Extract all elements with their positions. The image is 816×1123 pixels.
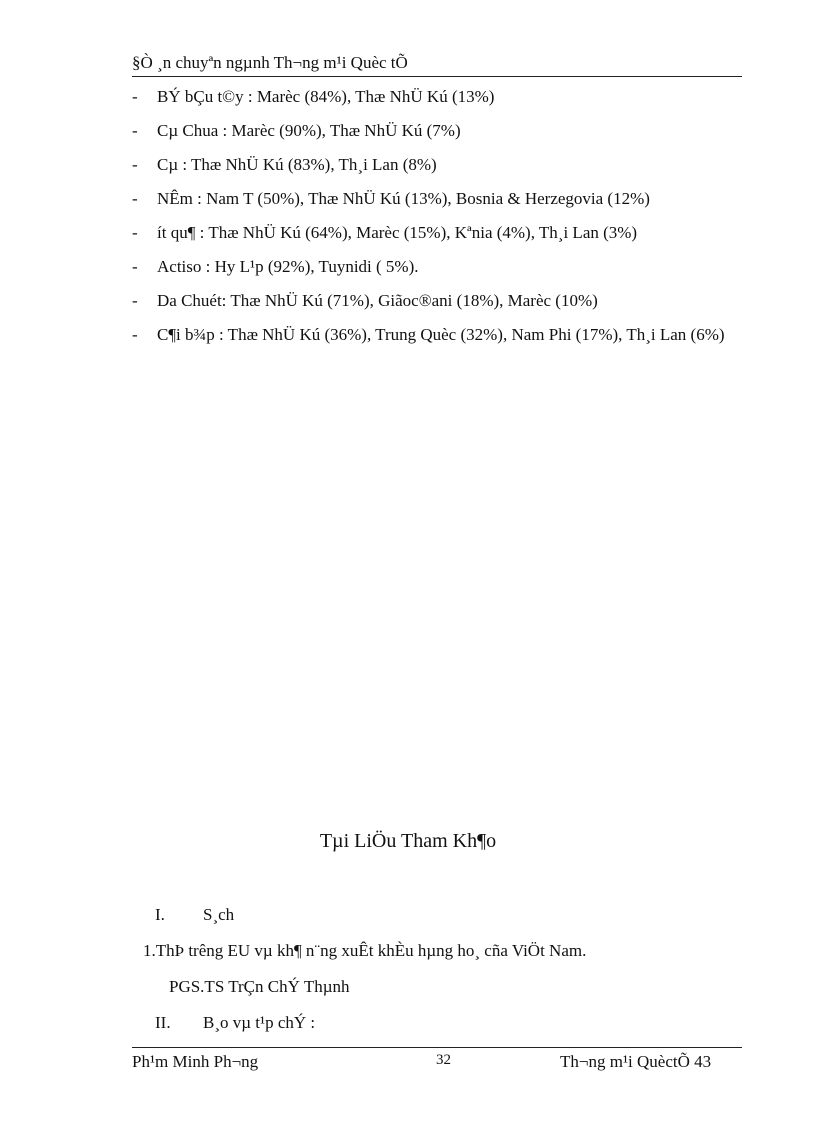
bullet-text: Actiso : Hy L¹p (92%), Tuynidi ( 5%). [157, 257, 419, 276]
bullet-dash: - [132, 223, 138, 242]
bullet-text: ít qu¶ : Thæ NhÜ Kú (64%), Marèc (15%), Kªnia (4%), Th¸i Lan (3%) [157, 223, 638, 242]
bullet-dash: - [132, 325, 138, 344]
bullet-text: NÊm : Nam T (50%), Thæ NhÜ Kú (13%), Bosnia & Herzegovia (12%) [157, 189, 650, 208]
reference-entry: 1.ThÞ trêng EU vµ kh¶ n¨ng xuÊt khÈu hµng ho¸ cña ViÖt Nam. [143, 941, 587, 960]
bullet-item [132, 80, 752, 114]
bullet-text: Cµ Chua : Marèc (90%), Thæ NhÜ Kú (7%) [157, 121, 461, 140]
section-heading-journals [155, 1012, 315, 1034]
bullet-item [132, 182, 752, 216]
bullet-item [132, 114, 752, 148]
footer-divider [132, 1047, 742, 1048]
bullet-item [132, 216, 752, 250]
footer-class: Th¬ng m¹i QuèctÕ 43 [560, 1052, 712, 1071]
bullet-text: Cµ : Thæ NhÜ Kú (83%), Th¸i Lan (8%) [157, 155, 437, 174]
bullet-dash: - [132, 257, 138, 276]
page-number: 32 [436, 1052, 451, 1068]
bullet-dash: - [132, 155, 138, 174]
section-numeral: II. [155, 1013, 171, 1032]
bullet-item [132, 284, 752, 318]
reference-author: PGS.TS TrÇn ChÝ Thµnh [169, 977, 350, 996]
page-header: §Ò ¸n chuyªn ngµnh Th¬ng m¹i Quèc tÕ [132, 52, 742, 77]
section-heading-books [155, 904, 234, 926]
bullet-list [132, 80, 752, 352]
bullet-item [132, 318, 752, 352]
bullet-dash: - [132, 87, 138, 106]
bullet-item [132, 250, 752, 284]
bullet-text: C¶i b¾p : Thæ NhÜ Kú (36%), Trung Quèc (32%), Nam Phi (17%), Th¸i Lan (6%) [157, 325, 725, 344]
bullet-dash: - [132, 121, 138, 140]
section-label: B¸o vµ t¹p chÝ : [203, 1013, 316, 1032]
bullet-text: BÝ bÇu t©y : Marèc (84%), Thæ NhÜ Kú (13%) [157, 87, 495, 106]
bullet-dash: - [132, 189, 138, 208]
bullet-item [132, 148, 752, 182]
footer-author: Ph¹m Minh Ph¬ng [132, 1052, 259, 1071]
bullet-dash: - [132, 291, 138, 310]
section-label: S¸ch [203, 905, 235, 924]
bullet-text: Da Chuét: Thæ NhÜ Kú (71%), Giãoc®ani (18%), Marèc (10%) [157, 291, 598, 310]
section-numeral: I. [155, 905, 165, 924]
references-title: Tµi LiÖu Tham Kh¶o [319, 830, 497, 852]
